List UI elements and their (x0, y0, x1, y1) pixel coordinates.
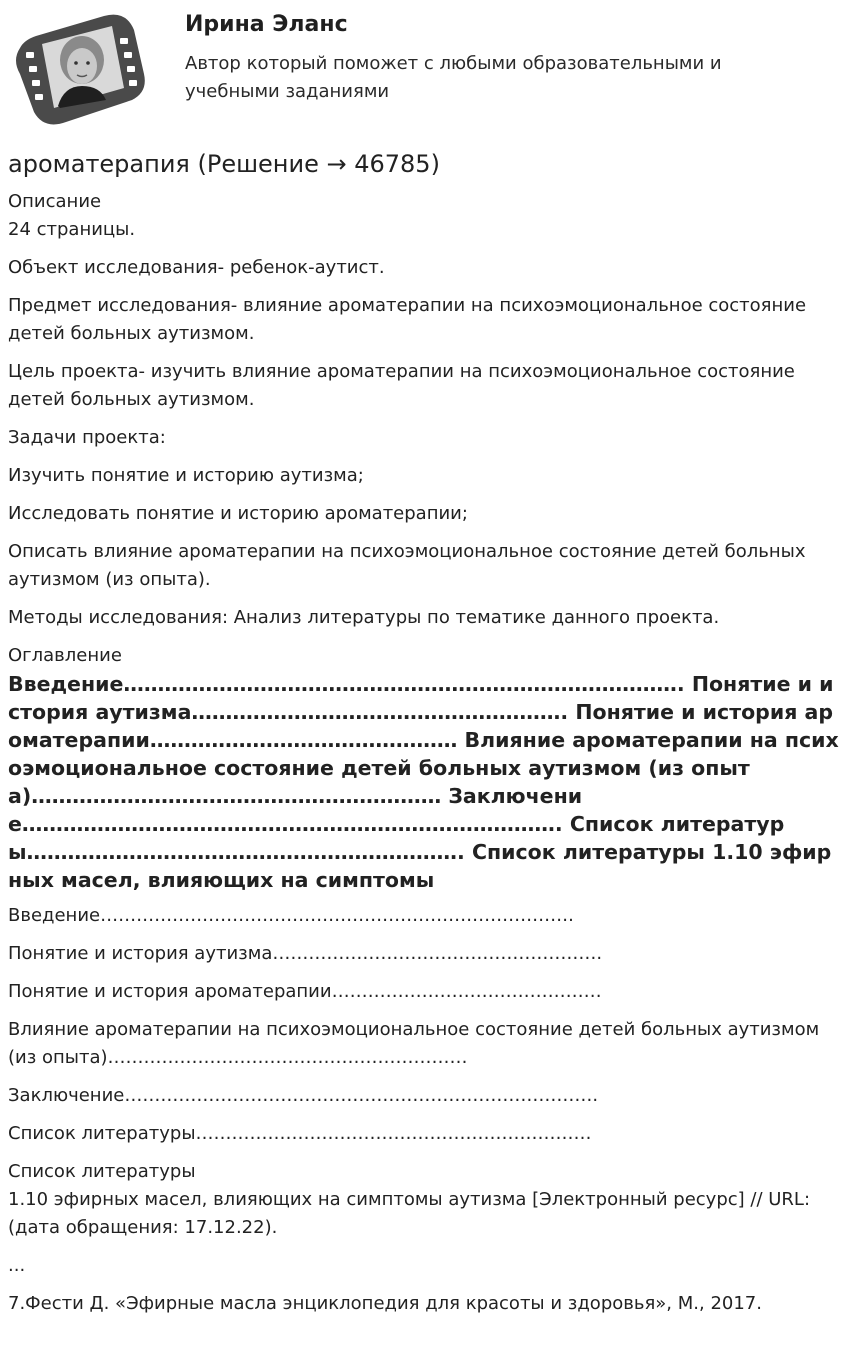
toc-item: Введение……………………………………………………………………. (8, 905, 574, 926)
research-object: Объект исследования- ребенок-аутист. (8, 257, 385, 278)
author-name[interactable]: Ирина Эланс (185, 12, 348, 37)
toc-bold-block: Введение………………………………………………………………………. Понятие и история аутизма………………………………………………. Понятие и история ароматерапии……………………………………… Влияние ароматерапии на психоэмоциональное состояние детей больных аутизмом (из опыта)…………………………………………………… Заключение……………………………………………………………………. Список литературы………………………………………………………. Список литературы 1.10 эфирных масел, влияющих на симптомы (8, 672, 839, 892)
document-body (8, 188, 840, 1318)
author-avatar[interactable] (8, 8, 150, 126)
references-ellipsis: ... (8, 1255, 26, 1276)
toc-item: Понятие и история ароматерапии……………………………………… (8, 981, 602, 1002)
author-description: Автор который поможет с любыми образовательными и учебными заданиями (185, 53, 722, 102)
toc-item: Понятие и история аутизма………………………………………………. (8, 943, 603, 964)
author-card (8, 8, 838, 130)
reference-item: 1.10 эфирных масел, влияющих на симптомы аутизма [Электронный ресурс] // URL: (дата обращения: 17.12.22). (8, 1189, 811, 1238)
task-item: Описать влияние ароматерапии на психоэмоциональное состояние детей больных аутизмом (из опыта). (8, 541, 806, 590)
toc-item: Список литературы………………………………………………………… (8, 1123, 592, 1144)
toc-item: Влияние ароматерапии на психоэмоциональное состояние детей больных аутизмом (из опыта)…………………………………………………… (8, 1019, 820, 1068)
research-subject: Предмет исследования- влияние ароматерапии на психоэмоциональное состояние детей больных аутизмом. (8, 295, 807, 344)
research-methods: Методы исследования: Анализ литературы по тематике данного проекта. (8, 607, 720, 628)
description-heading: Описание (8, 191, 102, 212)
reference-item: 7.Фести Д. «Эфирные масла энциклопедия для красоты и здоровья», М., 2017. (8, 1293, 762, 1314)
project-goal: Цель проекта- изучить влияние ароматерапии на психоэмоциональное состояние детей больных аутизмом. (8, 361, 795, 410)
task-item: Исследовать понятие и историю ароматерапии; (8, 503, 468, 524)
toc-heading: Оглавление (8, 645, 122, 666)
task-item: Изучить понятие и историю аутизма; (8, 465, 364, 486)
references-heading: Список литературы (8, 1161, 196, 1182)
description-pages: 24 страницы. (8, 219, 136, 240)
tasks-heading: Задачи проекта: (8, 427, 166, 448)
toc-item: Заключение……………………………………………………………………. (8, 1085, 599, 1106)
page-title: ароматерапия (Решение → 46785) (8, 150, 440, 178)
